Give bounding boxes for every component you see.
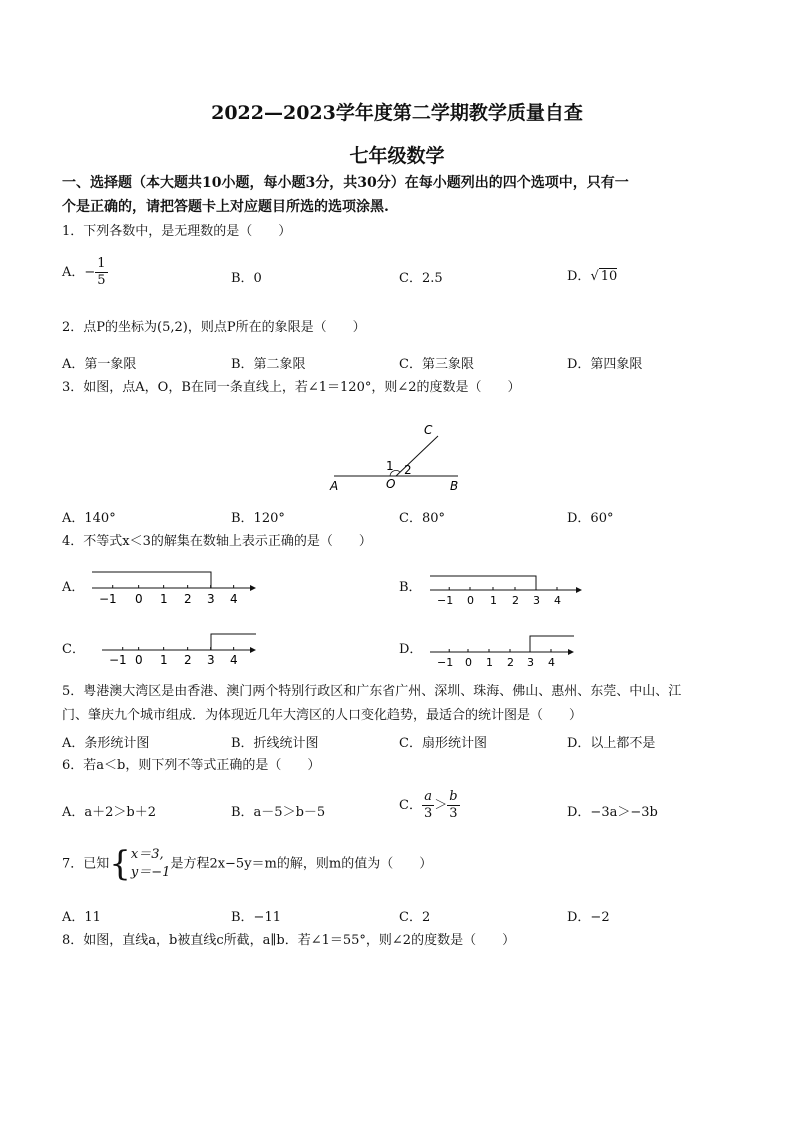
- radical-icon: √: [590, 269, 599, 284]
- fraction-numerator: b: [449, 789, 458, 804]
- q3-option-b: B．120°: [231, 511, 285, 526]
- point-c-label: C: [424, 423, 433, 437]
- q2-option-d: D．第四象限: [567, 357, 643, 372]
- brace-icon: {: [109, 844, 131, 884]
- page-subtitle: 七年级数学: [349, 145, 445, 167]
- q2-stem: 2．点P的坐标为(5,2)，则点P所在的象限是（ ）: [62, 320, 366, 335]
- q3-stem: 3．如图，点A，O，B在同一条直线上，若∠1＝120°，则∠2的度数是（ ）: [62, 380, 521, 395]
- tick-label: 4: [554, 594, 561, 607]
- q7-option-d: D．−2: [567, 910, 610, 925]
- tick-label: 2: [184, 592, 192, 606]
- tick-label: 3: [207, 592, 215, 606]
- tick-label: 0: [135, 592, 143, 606]
- q3-option-c: C．80°: [399, 511, 445, 526]
- q3-option-a: A．140°: [62, 511, 116, 526]
- q8-stem: 8．如图，直线a，b被直线c所截，a∥b．若∠1＝55°，则∠2的度数是（ ）: [62, 933, 516, 948]
- q4-number-line-b: [428, 570, 588, 608]
- q4-number-line-a: [90, 568, 260, 608]
- tick-label: 3: [207, 653, 215, 667]
- tick-label: 2: [507, 656, 514, 669]
- tick-label: 0: [465, 656, 472, 669]
- q7-prefix: 7．已知: [62, 856, 110, 872]
- page-title: 2022—2023学年度第二学期教学质量自查: [211, 102, 583, 124]
- q1-d-label: D．: [567, 269, 591, 284]
- q1-option-c: C．2.5: [399, 271, 443, 286]
- q7-option-b: B．−11: [231, 910, 281, 925]
- q4-number-line-c: [90, 628, 260, 668]
- tick-label: 1: [486, 656, 493, 669]
- q1-a-denominator: 5: [97, 273, 106, 288]
- fraction-denominator: 3: [449, 806, 458, 821]
- fraction-numerator: a: [422, 789, 434, 806]
- q5-stem-line1: 5．粤港澳大湾区是由香港、澳门两个特别行政区和广东省广州、深圳、珠海、佛山、惠州、东莞、中山、江: [62, 684, 682, 699]
- fraction-denominator: 3: [423, 806, 433, 821]
- q5-option-a: A．条形统计图: [62, 736, 150, 751]
- q4-option-a-label: A．: [62, 580, 85, 595]
- tick-label: 3: [527, 656, 534, 669]
- q1-option-b: B．0: [231, 271, 262, 286]
- point-a-label: A: [330, 479, 339, 493]
- tick-label: −1: [109, 653, 127, 667]
- point-o-label: O: [386, 477, 396, 491]
- q4-number-line-d: [428, 630, 588, 670]
- ray-oc: [396, 436, 438, 476]
- q7-suffix: 是方程2x−5y＝m的解，则m的值为（ ）: [170, 856, 433, 872]
- q4-option-b-label: B．: [399, 580, 422, 595]
- q1-option-a: [62, 256, 108, 289]
- section-heading-line2: 个是正确的，请把答题卡上对应题目所选的选项涂黑.: [62, 199, 389, 215]
- q6-c-operator: ＞: [434, 798, 448, 813]
- tick-label: 1: [160, 592, 168, 606]
- q1-a-fraction: [95, 256, 107, 289]
- q5-option-c: C．扇形统计图: [399, 736, 487, 751]
- q7-equation-system: [131, 846, 171, 882]
- tick-label: 0: [467, 594, 474, 607]
- q4-option-c-label: C．: [62, 642, 85, 657]
- q5-option-d: D．以上都不是: [567, 736, 656, 751]
- tick-label: 4: [230, 653, 238, 667]
- q7-stem: [62, 846, 752, 882]
- tick-label: −1: [99, 592, 117, 606]
- tick-label: 4: [548, 656, 555, 669]
- q6-c-fraction-left: [422, 789, 434, 822]
- q3-option-d: D．60°: [567, 511, 614, 526]
- q4-option-d-label: D．: [399, 642, 423, 657]
- q1-a-numerator: 1: [97, 256, 106, 271]
- q7-equation-2: y＝−1: [130, 865, 171, 880]
- point-b-label: B: [450, 479, 459, 493]
- q1-option-d: [567, 265, 617, 284]
- tick-label: 1: [160, 653, 168, 667]
- tick-label: 1: [490, 594, 497, 607]
- tick-label: 0: [135, 653, 143, 667]
- q5-option-b: B．折线统计图: [231, 736, 319, 751]
- q1-stem: 1．下列各数中，是无理数的是（ ）: [62, 224, 292, 239]
- tick-label: 2: [512, 594, 519, 607]
- q7-option-c: C．2: [399, 910, 431, 925]
- q6-option-a: A．a＋2＞b＋2: [62, 805, 157, 820]
- q4-stem: 4．不等式x＜3的解集在数轴上表示正确的是（ ）: [62, 534, 372, 549]
- q2-option-b: B．第二象限: [231, 357, 306, 372]
- angle-1-label: 1: [386, 459, 394, 473]
- angle-2-label: 2: [404, 463, 412, 477]
- q3-angle-figure: [320, 418, 470, 498]
- section-heading-line1: 一、选择题（本大题共10小题，每小题3分，共30分）在每小题列出的四个选项中，只有一: [62, 175, 629, 191]
- q6-option-b: B．a－5＞b－5: [231, 805, 326, 820]
- q1-a-label: A．: [62, 265, 85, 280]
- q6-c-label: C．: [399, 798, 422, 813]
- q6-option-c: [399, 789, 460, 822]
- q5-stem-line2: 门、肇庆九个城市组成．为体现近几年大湾区的人口变化趋势，最适合的统计图是（ ）: [62, 708, 583, 723]
- tick-label: 3: [533, 594, 540, 607]
- q1-a-sign: −: [84, 265, 96, 280]
- tick-label: 2: [184, 653, 192, 667]
- tick-label: −1: [437, 594, 454, 607]
- q7-equation-1: x＝3,: [130, 847, 164, 862]
- q2-option-c: C．第三象限: [399, 357, 474, 372]
- q2-option-a: A．第一象限: [62, 357, 137, 372]
- q6-c-fraction-right: [447, 789, 459, 822]
- q6-stem: 6．若a＜b，则下列不等式正确的是（ ）: [62, 758, 321, 773]
- tick-label: −1: [437, 656, 454, 669]
- q7-option-a: A．11: [62, 910, 101, 925]
- q6-option-d: D．−3a＞−3b: [567, 805, 658, 820]
- q1-d-radicand: 10: [600, 269, 618, 284]
- tick-label: 4: [230, 592, 238, 606]
